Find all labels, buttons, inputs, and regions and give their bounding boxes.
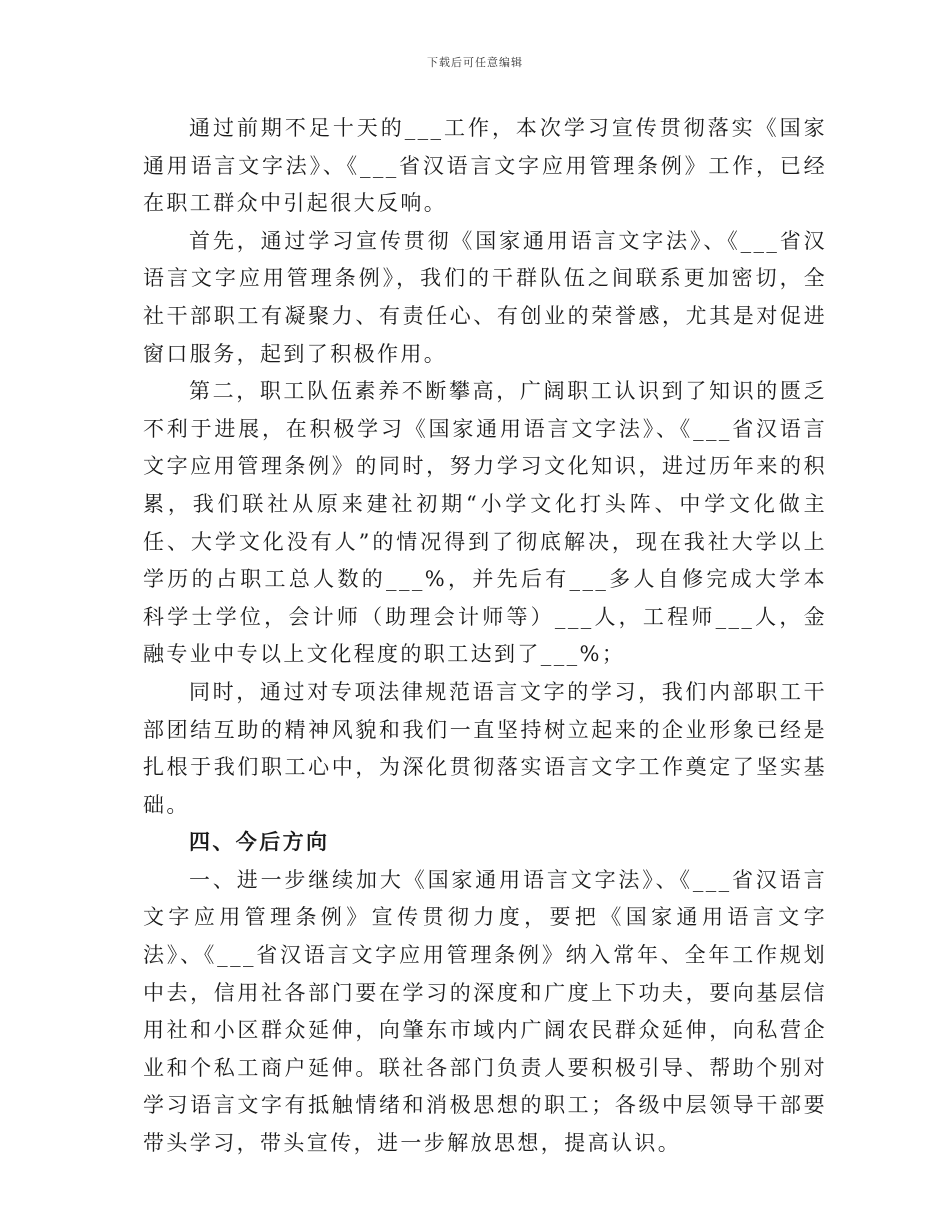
paragraph-3: 第二，职工队伍素养不断攀高，广阔职工认识到了知识的匮乏不利于进展，在积极学习《国家通用语言文字法》、《___省汉语言文字应用管理条例》的同时，努力学习文化知识，进过历年来的积累，我们联社从原来建社初期“小学文化打头阵、中学文化做主任、大学文化没有人”的情况得到了彻底解决，现在我社大学以上学历的占职工总人数的___%，并先后有___多人自修完成大学本科学士学位，会计师（助理会计师等）___人，工程师___人，金融专业中专以上文化程度的职工达到了___%； — [143, 379, 827, 667]
paragraph-5: 一、进一步继续加大《国家通用语言文字法》、《___省汉语言文字应用管理条例》宣传贯彻力度，要把《国家通用语言文字法》、《___省汉语言文字应用管理条例》纳入常年、全年工作规划中去，信用社各部门要在学习的深度和广度上下功夫，要向基层信用社和小区群众延伸，向肇东市域内广阔农民群众延伸，向私营企业和个私工商户延伸。联社各部门负责人要积极引导、帮助个别对学习语言文字有抵触情绪和消极思想的职工；各级中层领导干部要带头学习，带头宣传，进一步解放思想，提高认识。 — [143, 867, 827, 1156]
paragraph-2: 首先，通过学习宣传贯彻《国家通用语言文字法》、《___省汉语言文字应用管理条例》，我们的干群队伍之间联系更加密切，全社干部职工有凝聚力、有责任心、有创业的荣誉感，尤其是对促进窗口服务，起到了积极作用。 — [143, 228, 827, 366]
paragraph-4: 同时，通过对专项法律规范语言文字的学习，我们内部职工干部团结互助的精神风貌和我们一直坚持树立起来的企业形象已经是扎根于我们职工心中，为深化贯彻落实语言文字工作奠定了坚实基础。 — [143, 679, 827, 817]
paragraph-1: 通过前期不足十天的___工作，本次学习宣传贯彻落实《国家通用语言文字法》、《___省汉语言文字应用管理条例》工作，已经在职工群众中引起很大反响。 — [143, 116, 827, 216]
page-header: 下载后可任意编辑 — [427, 56, 523, 69]
section-heading: 四、今后方向 — [189, 830, 330, 855]
document-body — [143, 110, 827, 1163]
